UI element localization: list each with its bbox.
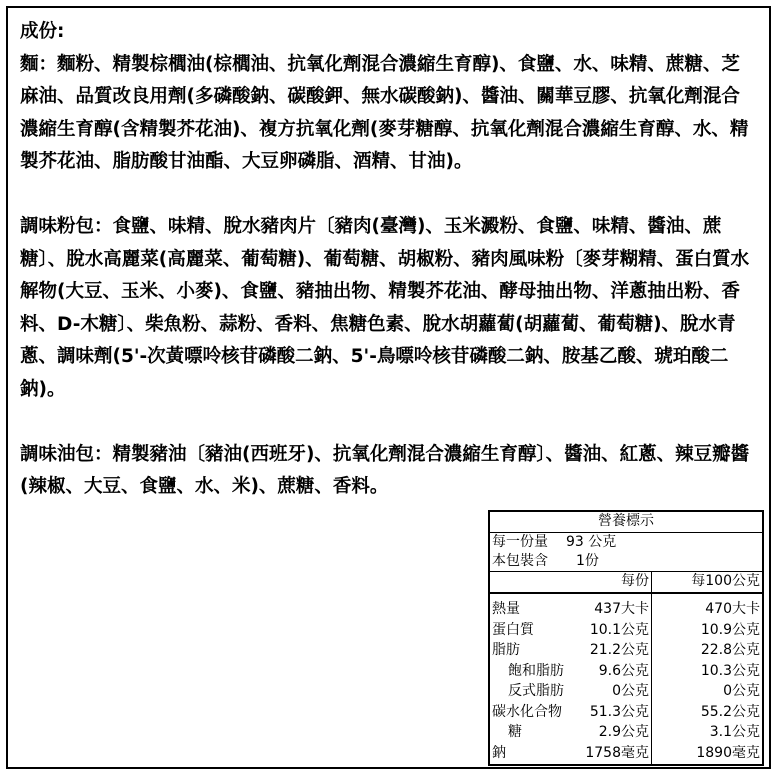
per-serving-value: 21.2公克: [589, 642, 649, 658]
per-100g-value: 10.3公克: [700, 662, 760, 679]
noodle-ingredients: 麵：麵粉、精製棕櫚油(棕櫚油、抗氧化劑混合濃縮生育醇)、食鹽、水、味精、蔗糖、芝麻油、品質改良用劑(多磷酸鈉、碳酸鉀、無水碳酸鈉)、醬油、關華豆膠、抗氧化劑混合濃縮生育醇(含精製芥花油)、複方抗氧化劑(麥芽糖醇、抗氧化劑混合濃縮生育醇、水、精製芥花油、脂肪酸甘油酯、大豆卵磷脂、酒精、甘油)。: [20, 53, 749, 172]
per-100g-value: 0公克: [723, 683, 760, 699]
servings-row: [490, 552, 762, 571]
serving-size-value: 93 公克: [566, 534, 617, 550]
per-100g-value: 470大卡: [705, 601, 760, 617]
nutrient-name: 蛋白質: [492, 621, 534, 638]
ingredients-heading: 成份:: [20, 21, 65, 42]
ingredients-section: [20, 16, 758, 504]
per-serving-header: 每份: [490, 572, 652, 592]
per-serving-value: 51.3公克: [589, 703, 649, 720]
seasoning-oil-ingredients: 調味油包：精製豬油〔豬油(西班牙)、抗氧化劑混合濃縮生育醇〕、醬油、紅蔥、辣豆瓣醬(辣椒、大豆、食鹽、水、米)、蔗糖、香料。: [20, 443, 750, 497]
per-100g-column: [652, 594, 762, 764]
nutrient-name: 糖: [508, 724, 522, 740]
nutrient-name: 飽和脂肪: [508, 662, 564, 679]
seasoning-powder-ingredients: 調味粉包：食鹽、味精、脫水豬肉片〔豬肉(臺灣)、玉米澱粉、食鹽、味精、醬油、蔗糖〕、脫水高麗菜(高麗菜、葡萄糖)、葡萄糖、胡椒粉、豬肉風味粉〔麥芽糊精、蛋白質水解物(大豆、玉米、小麥)、食鹽、豬抽出物、精製芥花油、酵母抽出物、洋蔥抽出粉、香料、D-木糖〕、柴魚粉、蒜粉、香料、焦糖色素、脫水胡蘿蔔(胡蘿蔔、葡萄糖)、脫水青蔥、調味劑(5'-次黃嘌呤核苷磷酸二鈉、5'-鳥嘌呤核苷磷酸二鈉、胺基乙酸、琥珀酸二鈉)。: [20, 216, 750, 400]
nutrient-name: 反式脂肪: [508, 683, 564, 699]
nutrient-name: 脂肪: [492, 642, 520, 658]
per-serving-value: 9.6公克: [598, 662, 649, 679]
per-100g-value: 10.9公克: [700, 621, 760, 638]
per-serving-column: [582, 594, 652, 764]
per-serving-value: 0公克: [612, 683, 649, 699]
nutrient-name: 熱量: [492, 601, 520, 617]
nutrient-name: 鈉: [492, 744, 506, 761]
per-100g-header: 每100公克: [691, 573, 760, 589]
serving-size-label: 每一份量: [492, 534, 548, 550]
per-100g-value: 1890毫克: [696, 744, 760, 761]
per-100g-value: 3.1公克: [709, 724, 760, 740]
per-serving-value: 437大卡: [594, 601, 649, 617]
nutrition-title: 營養標示: [490, 512, 762, 533]
nutrient-name: 碳水化合物: [492, 703, 562, 720]
per-serving-value: 10.1公克: [589, 621, 649, 638]
nutrition-body: [490, 594, 762, 764]
servings-value: 1份: [576, 553, 599, 569]
per-serving-value: 1758毫克: [585, 744, 649, 761]
per-100g-value: 55.2公克: [700, 703, 760, 720]
per-serving-value: 2.9公克: [598, 724, 649, 740]
serving-size-row: [490, 533, 762, 552]
nutrition-header-row: [490, 571, 762, 594]
nutrient-name-column: [490, 594, 582, 764]
servings-label: 本包裝含: [492, 553, 548, 569]
per-100g-value: 22.8公克: [700, 642, 760, 658]
nutrition-table: [488, 510, 764, 766]
